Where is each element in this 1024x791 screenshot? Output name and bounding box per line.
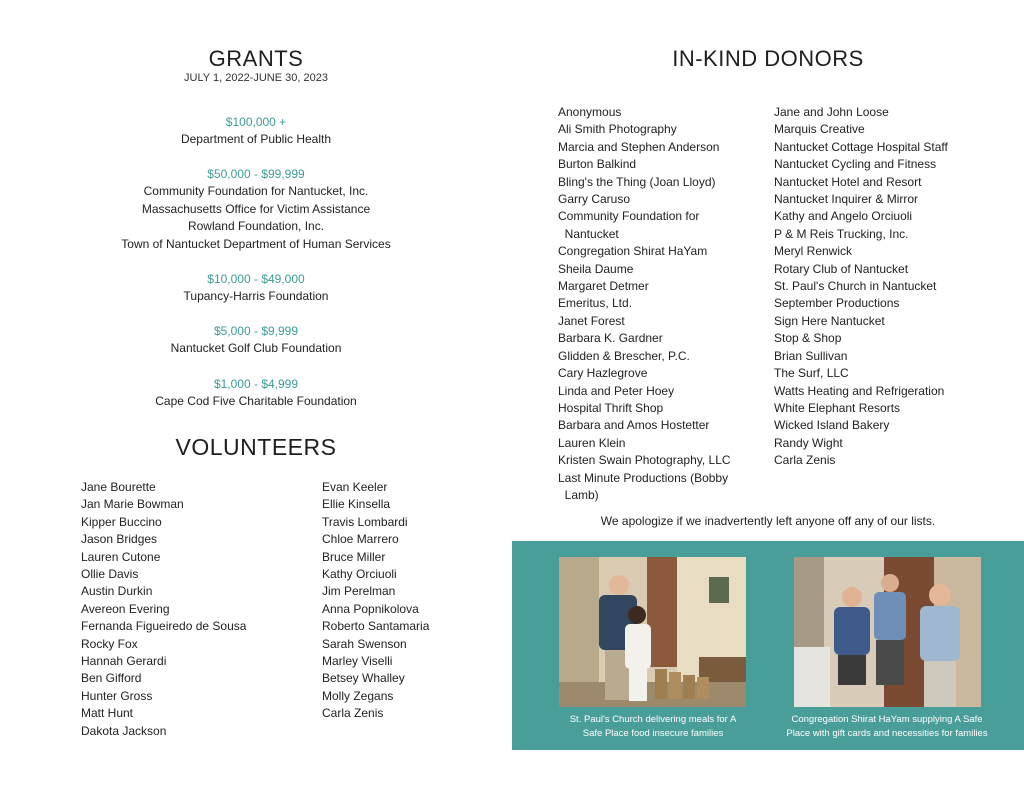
- grant-tier: [80, 271, 432, 306]
- volunteers-column-2: [322, 479, 429, 723]
- grant-org: Nantucket Golf Club Foundation: [170, 341, 342, 355]
- list-item: Jan Marie Bowman: [81, 497, 184, 512]
- grant-org: Town of Nantucket Department of Human Services: [121, 236, 391, 251]
- grant-tier-range: $1,000 - $4,999: [213, 377, 299, 391]
- grant-tier-range: $10,000 - $49,000: [207, 272, 305, 286]
- list-item: Sarah Swenson: [322, 636, 407, 651]
- list-item: Emeritus, Ltd.: [558, 296, 633, 311]
- list-item: Dakota Jackson: [81, 723, 167, 738]
- photo-caption: St. Paul's Church delivering meals for A Safe Place food insecure families: [569, 714, 737, 739]
- grant-tier: [80, 376, 432, 411]
- grant-tier-range: $50,000 - $99,999: [207, 167, 305, 181]
- list-item: Community Foundation for: [558, 209, 700, 224]
- grant-tier: [80, 323, 432, 358]
- list-item: Ollie Davis: [81, 567, 139, 582]
- list-item: Carla Zenis: [322, 706, 384, 721]
- list-item: Linda and Peter Hoey: [558, 383, 675, 398]
- grant-tier-range: $100,000 +: [225, 115, 287, 129]
- list-item: Stop & Shop: [774, 331, 842, 346]
- grants-heading: GRANTS: [208, 46, 304, 71]
- inkind-column-1: [558, 104, 731, 504]
- grant-org: Cape Cod Five Charitable Foundation: [155, 394, 357, 408]
- list-item: Jane Bourette: [81, 480, 156, 494]
- list-item: Nantucket Hotel and Resort: [774, 174, 922, 189]
- list-item: Sheila Daume: [558, 261, 634, 276]
- list-item: Marley Viselli: [322, 654, 393, 669]
- list-item: Kathy Orciuoli: [322, 567, 397, 582]
- list-item: Travis Lombardi: [322, 514, 408, 529]
- photo-st-pauls: [559, 557, 746, 707]
- list-item: Hospital Thrift Shop: [558, 400, 664, 415]
- list-item: Ellie Kinsella: [322, 497, 391, 512]
- inkind-donors-heading: IN-KIND DONORS: [672, 46, 864, 71]
- photo-panel: [512, 541, 1024, 750]
- list-item: Brian Sullivan: [774, 348, 848, 363]
- list-item: Marcia and Stephen Anderson: [558, 139, 720, 154]
- list-item: Rocky Fox: [81, 636, 138, 651]
- list-item: Glidden & Brescher, P.C.: [558, 348, 690, 363]
- list-item: Hannah Gerardi: [81, 654, 167, 669]
- list-item: Evan Keeler: [322, 480, 388, 494]
- list-item: P & M Reis Trucking, Inc.: [774, 226, 909, 241]
- list-item: Roberto Santamaria: [322, 619, 430, 634]
- grant-org: Community Foundation for Nantucket, Inc.: [143, 184, 369, 198]
- list-item: Anna Popnikolova: [322, 601, 419, 616]
- grant-org: Rowland Foundation, Inc.: [187, 219, 325, 233]
- list-item: St. Paul's Church in Nantucket: [774, 279, 937, 294]
- list-item: Meryl Renwick: [774, 244, 853, 259]
- list-item: Avereon Evering: [81, 601, 170, 616]
- list-item: Congregation Shirat HaYam: [558, 244, 708, 259]
- list-item: Bling's the Thing (Joan Lloyd): [558, 174, 716, 189]
- volunteers-heading: VOLUNTEERS: [175, 434, 337, 460]
- list-item: Janet Forest: [558, 313, 625, 328]
- list-item: Lauren Cutone: [81, 549, 161, 564]
- inkind-column-2: [774, 104, 948, 470]
- list-item: Wicked Island Bakery: [774, 418, 890, 433]
- list-item: Austin Durkin: [81, 584, 153, 599]
- list-item: Fernanda Figueiredo de Sousa: [81, 619, 247, 634]
- list-item: Garry Caruso: [558, 192, 631, 207]
- list-item: Barbara K. Gardner: [558, 331, 663, 346]
- list-item: Lauren Klein: [558, 435, 626, 450]
- photo-caption: Congregation Shirat HaYam supplying A Safe Place with gift cards and necessities for families: [786, 714, 988, 739]
- list-item: Sign Here Nantucket: [774, 313, 885, 328]
- grant-tier-range: $5,000 - $9,999: [213, 324, 299, 338]
- list-item: Cary Hazlegrove: [558, 366, 648, 381]
- list-item: Matt Hunt: [81, 706, 134, 721]
- apology-note: We apologize if we inadvertently left anyone off any of our lists.: [600, 514, 936, 528]
- list-item: Hunter Gross: [81, 688, 153, 703]
- photo-congregation-shirat-hayam: [794, 557, 981, 707]
- list-item: Last Minute Productions (Bobby: [558, 470, 729, 485]
- list-item: Jane and John Loose: [774, 105, 889, 119]
- grants-period: JULY 1, 2022-JUNE 30, 2023: [184, 72, 328, 84]
- list-item: Nantucket Inquirer & Mirror: [774, 192, 919, 207]
- list-item: September Productions: [774, 296, 900, 311]
- list-item: Jason Bridges: [81, 532, 158, 547]
- list-item: Rotary Club of Nantucket: [774, 261, 909, 276]
- list-item: Carla Zenis: [774, 453, 836, 468]
- list-item: Betsey Whalley: [322, 671, 405, 686]
- list-item: Randy Wight: [774, 435, 843, 450]
- volunteers-column-1: [81, 479, 246, 740]
- list-item: Kipper Buccino: [81, 514, 162, 529]
- list-item: Jim Perelman: [322, 584, 396, 599]
- list-item: Nantucket Cycling and Fitness: [774, 157, 937, 172]
- list-item: The Surf, LLC: [774, 366, 849, 381]
- grant-tier: [80, 114, 432, 149]
- list-item: Marquis Creative: [774, 122, 865, 137]
- list-item: Lamb): [558, 487, 599, 502]
- list-item: Nantucket: [558, 226, 619, 241]
- list-item: Nantucket Cottage Hospital Staff: [774, 139, 948, 154]
- list-item: White Elephant Resorts: [774, 400, 901, 415]
- list-item: Kristen Swain Photography, LLC: [558, 453, 731, 468]
- list-item: Chloe Marrero: [322, 532, 399, 547]
- list-item: Margaret Detmer: [558, 279, 649, 294]
- list-item: Watts Heating and Refrigeration: [774, 383, 945, 398]
- list-item: Molly Zegans: [322, 688, 394, 703]
- list-item: Barbara and Amos Hostetter: [558, 418, 710, 433]
- list-item: Burton Balkind: [558, 157, 637, 172]
- grant-org: Department of Public Health: [180, 132, 332, 146]
- list-item: Kathy and Angelo Orciuoli: [774, 209, 913, 224]
- grant-org: Massachusetts Office for Victim Assistance: [141, 201, 371, 216]
- list-item: Ali Smith Photography: [558, 122, 677, 137]
- list-item: Bruce Miller: [322, 549, 386, 564]
- list-item: Ben Gifford: [81, 671, 142, 686]
- grant-org: Tupancy-Harris Foundation: [183, 289, 329, 303]
- grant-tier: [80, 166, 432, 253]
- list-item: Anonymous: [558, 105, 622, 119]
